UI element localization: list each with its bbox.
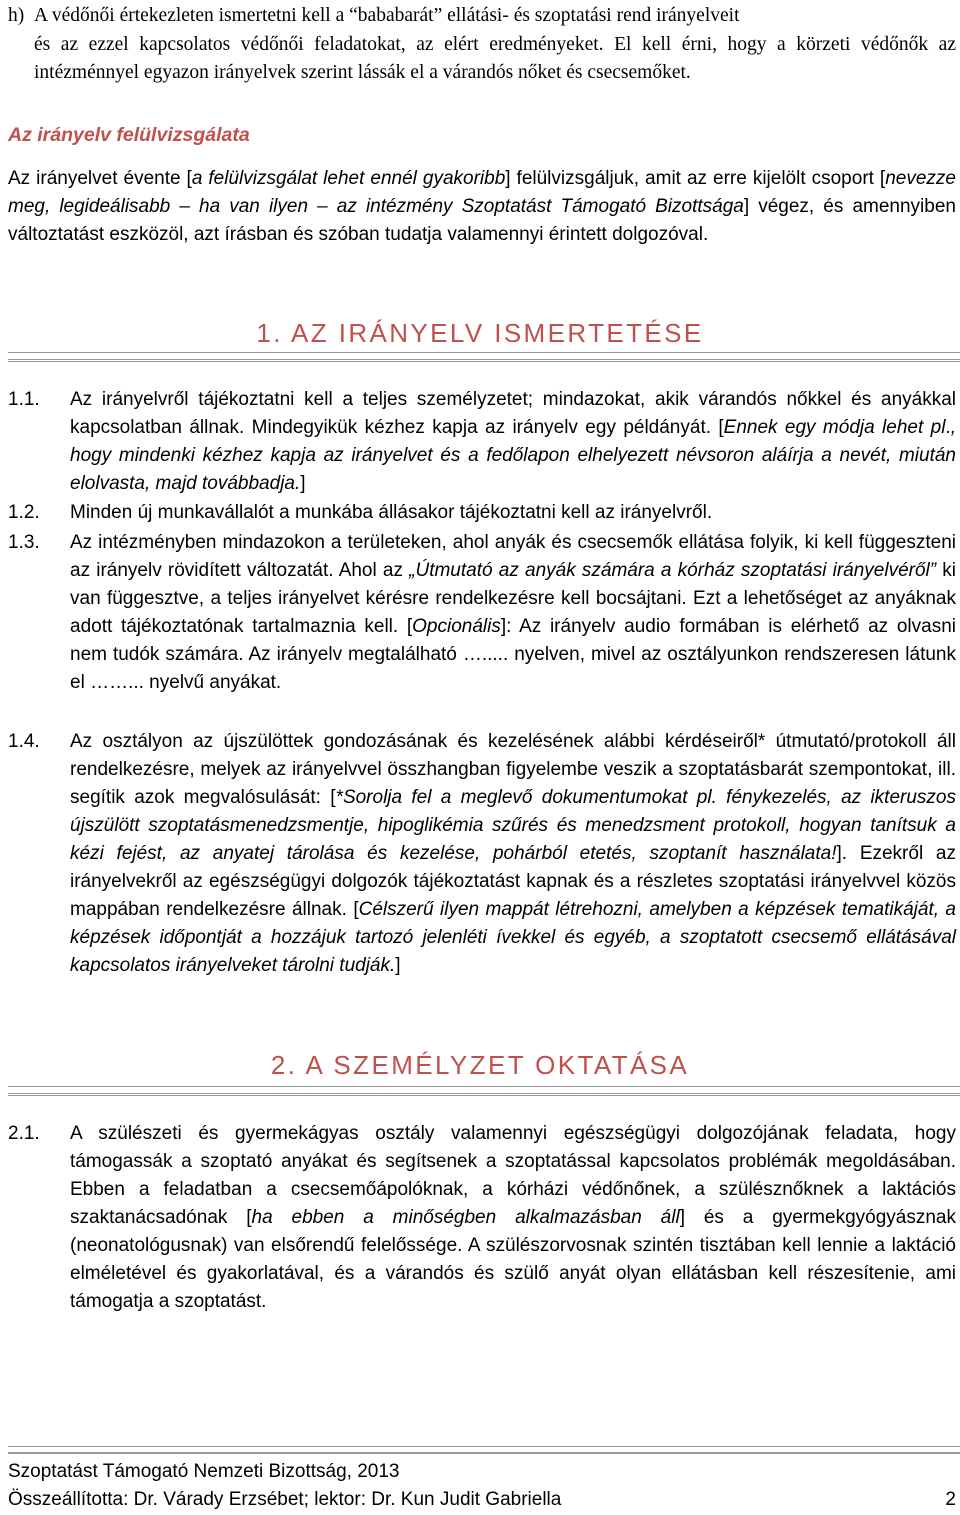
review-text-3: ] végez, és amennyiben változtatást eszközöl, azt írásban és szóban tudatja valamennyi érintett dolgozóval. xyxy=(8,196,956,245)
review-italic-2: nevezze meg, legideálisabb – ha van ilyen – az intézmény Szoptatást Támogató Bizottsága xyxy=(8,168,956,217)
item-number: 1.2. xyxy=(8,502,40,523)
list-item-1-3 xyxy=(8,529,956,697)
italic-run: Célszerű ilyen mappát létrehozni, amelyben a képzések tematikáját, a képzések időpontját a hozzájuk tartozó jelenléti ívekkel és egyéb, a szoptatott csecsemő ellátásával kapcsolatos irányelveket tárolni tudják. xyxy=(70,899,956,976)
section-1-heading: 1. AZ IRÁNYELV ISMERTETÉSE xyxy=(256,318,704,348)
item-text: Minden új munkavállalót a munkába állásakor tájékoztatni kell az irányelvről. xyxy=(70,502,713,523)
list-item-1-4 xyxy=(8,728,956,980)
italic-run: Opcionális xyxy=(412,616,501,637)
text-run: Az intézményben mindazokon a területeken, ahol anyák és csecsemők ellátása folyik, ki kell függeszteni az irányelv rövidített változatát. Ahol az xyxy=(70,532,956,581)
text-run: ]: Az irányelv audio formában is elérhető az olvasni nem tudók számára. Az irányelv megtalálható …..... nyelven, mivel az osztályunkon rendszeresen látunk el ……... nyelvű anyákat. xyxy=(70,616,956,693)
page-number: 2 xyxy=(945,1489,956,1510)
intro-paragraph xyxy=(8,2,956,88)
footer-authors-line xyxy=(8,1487,956,1513)
intro-line-1: A védőnői értekezleten ismertetni kell a “bababarát” ellátási- és szoptatási rend irányelveit xyxy=(34,5,740,26)
italic-run: , hogy mindenki kézhez kapja az irányelvet és a fedőlapon elhelyezett névsoron aláírja a nevét, miután elolvasta, majd továbbadja. xyxy=(70,417,956,494)
item-text xyxy=(70,529,956,697)
text-run: ] xyxy=(300,473,306,494)
item-number: 2.1. xyxy=(8,1123,40,1144)
list-item-1-2 xyxy=(8,499,956,527)
italic-run: *Sorolja fel a meglevő dokumentumokat pl. fénykezelés, az ikteruszos újszülött szoptatásmenedzsmentje, hipoglikémia szűrés és menedzsment protokoll, hogyan tanítsuk a kézi fejést, az anyatej tárolása és kezelése, pohárból etetés, szoptanít használata! xyxy=(70,787,956,864)
italic-run: ha ebben a minőségben alkalmazásban áll xyxy=(251,1207,680,1228)
footer-org: Szoptatást Támogató Nemzeti Bizottság, 2013 xyxy=(8,1461,400,1482)
text-run: ] és a gyermekgyógyásznak (neonatológusnak) van elsőrendű felelőssége. A szülészorvosnak szintén tisztában kell lennie a laktáció elméletével és gyakorlatával, és a várandós és szülő anyát olyan ellátásban kell részesítenie, ami támogatja a szoptatást. xyxy=(70,1207,956,1312)
italic-run: Ennek egy módja lehet pl xyxy=(723,417,946,438)
text-run: ] xyxy=(395,955,401,976)
item-number: 1.1. xyxy=(8,389,40,410)
section-2-rule xyxy=(8,1086,960,1096)
item-number: 1.4. xyxy=(8,731,40,752)
footer-rule xyxy=(8,1446,960,1454)
text-run: . xyxy=(945,417,951,438)
text-run: A szülészeti és gyermekágyas osztály valamennyi egészségügyi dolgozójának feladata, hogy támogassák a szoptató anyákat és segítsenek a szoptatással kapcsolatos problémák megoldásában. Ebben a feladatban a csecsemőápolóknak, a kórházi védőnőnek, a szülésznőknek a laktációs szaktanácsadónak [ xyxy=(70,1123,956,1228)
item-text xyxy=(70,728,956,980)
item-text xyxy=(70,386,956,498)
intro-continuation: és az ezzel kapcsolatos védőnői feladatokat, az elért eredményeket. El kell érni, hogy a körzeti védőnők az intézménnyel egyazon irányelvek szerint lássák el a várandós nőket és csecsemőket. xyxy=(34,33,956,83)
text-run: Az osztályon az újszülöttek gondozásának és kezelésének alábbi kérdéseiről* útmutató/protokoll áll rendelkezésre, melyek az irányelvvel összhangban figyelembe veszik a szoptatásbarát szempontokat, ill. segítik azok megvalósulását: [ xyxy=(70,731,956,808)
review-italic-1: a felülvizsgálat lehet ennél gyakoribb xyxy=(191,168,506,189)
list-item-2-1 xyxy=(8,1120,956,1316)
review-text-1: Az irányelvet évente [ xyxy=(8,168,192,189)
text-run: ki van függesztve, a teljes irányelvet kérésre rendelkezésre kell bocsájtani. Ezt a lehetőséget az anyáknak adott tájékoztatónak tartalmaznia kell. [ xyxy=(70,560,956,637)
item-number: 1.3. xyxy=(8,532,40,553)
text-run: Az irányelvről tájékoztatni kell a teljes személyzetet; mindazokat, akik várandós nőkkel és anyákkal kapcsolatban állnak. Mindegyikük kézhez kapja az irányelv egy példányát. [ xyxy=(70,389,956,438)
review-text-2: ] felülvizsgáljuk, amit az erre kijelölt csoport [ xyxy=(505,168,886,189)
footer-authors: Összeállította: Dr. Várady Erzsébet; lektor: Dr. Kun Judit Gabriella xyxy=(8,1489,562,1510)
review-subheading: Az irányelv felülvizsgálata xyxy=(8,124,250,146)
text-run: ]. Ezekről az irányelvekről az egészségügyi dolgozók tájékoztatást kapnak és a részletes szoptatási irányelvvel közös mappában rendelkezésre állnak. [ xyxy=(70,843,956,920)
section-2-heading: 2. A SZEMÉLYZET OKTATÁSA xyxy=(270,1050,690,1080)
section-1-rule xyxy=(8,352,960,362)
review-paragraph xyxy=(8,165,956,249)
item-text xyxy=(70,1120,956,1316)
italic-run: „Útmutató az anyák számára a kórház szoptatási irányelvéről” xyxy=(409,560,937,581)
list-item-1-1 xyxy=(8,386,956,498)
list-marker: h) xyxy=(8,5,25,26)
